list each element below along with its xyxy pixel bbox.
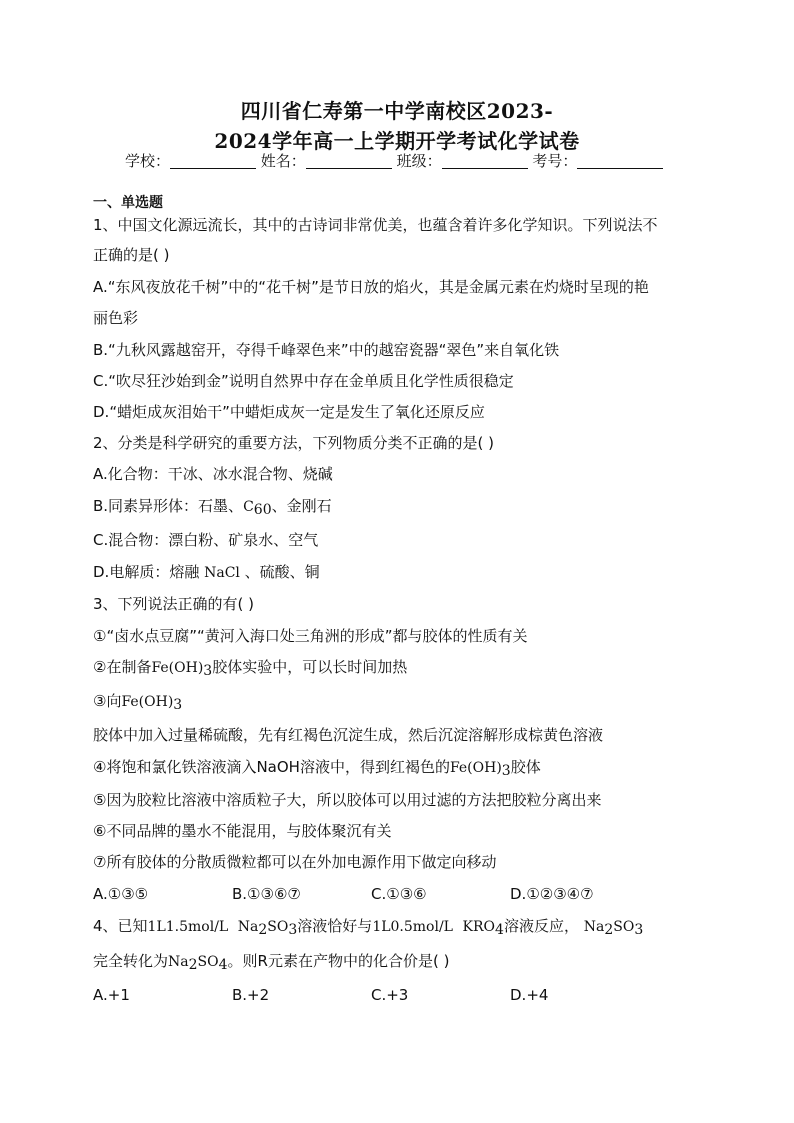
student-info-row <box>125 150 663 171</box>
q4-option-d: D.+4 <box>510 986 549 1004</box>
class-blank <box>442 152 528 169</box>
class-label: 班级： <box>396 152 442 170</box>
q4-l1-b: 1L1.5mol/L <box>147 919 229 935</box>
q1-option-a-line1: A.“东风夜放花千树”中的“花千树”是节日放的焰火，其是金属元素在灼烧时呈现的艳 <box>93 278 649 296</box>
q3-statement-2 <box>93 657 407 678</box>
name-blank <box>306 152 392 169</box>
q3-option-d: D.①②③④⑦ <box>510 885 594 903</box>
q2-option-d-text: D.电解质：熔融 <box>93 563 205 581</box>
q4-l1-f: 1L0.5mol/L <box>372 919 453 935</box>
school-label: 学校： <box>125 152 171 170</box>
q2-option-a: A.化合物：干冰、冰水混合物、烧碱 <box>93 465 333 483</box>
exam-title-line1: 四川省仁寿第一中学南校区2023- <box>240 99 554 123</box>
q4-l1-c-sub: 2 <box>258 922 268 938</box>
q3-s2-subscript: 3 <box>203 663 213 679</box>
q3-option-b: B.①③⑥⑦ <box>232 885 301 903</box>
q3-s4-subscript: 3 <box>501 763 511 779</box>
q4-l1-c: Na <box>237 919 259 935</box>
q4-l1-e: 溶液恰好与 <box>297 917 373 935</box>
section-title: 一、单选题 <box>93 195 163 211</box>
q4-l2-b: Na <box>168 954 189 970</box>
q4-l1-g-sub: 4 <box>495 922 504 938</box>
q4-l1-g: KRO <box>462 919 496 935</box>
q1-option-d: D.“蜡炬成灰泪始干”中蜡炬成灰一定是发生了氧化还原反应 <box>93 403 485 421</box>
q4-l2-c-sub: 4 <box>218 957 228 973</box>
q2-option-b-formula: C <box>243 499 254 515</box>
q4-l2-d: 。则R元素在产物中的化合价是( ) <box>227 952 450 970</box>
id-label: 考号： <box>532 152 578 170</box>
q3-stem: 3、下列说法正确的有( ) <box>93 595 255 613</box>
q4-l1-j-sub: 3 <box>634 922 644 938</box>
q2-option-b-subscript: 60 <box>253 502 272 518</box>
q3-option-c: C.①③⑥ <box>371 885 427 903</box>
q4-l1-d: SO <box>267 919 289 935</box>
name-label: 姓名： <box>260 152 306 170</box>
q3-s2-tail: 胶体实验中，可以长时间加热 <box>212 658 408 676</box>
q1-option-c: C.“吹尽狂沙始到金”说明自然界中存在金单质且化学性质很稳定 <box>93 372 514 390</box>
q1-stem-line2: 正确的是( ) <box>93 246 170 264</box>
q4-l1-d-sub: 3 <box>288 922 298 938</box>
q2-option-d-formula: NaCl <box>204 565 240 581</box>
q3-option-a: A.①③⑤ <box>93 885 149 903</box>
q2-stem: 2、分类是科学研究的重要方法，下列物质分类不正确的是( ) <box>93 434 495 452</box>
q2-option-b <box>93 496 332 517</box>
q4-l2-b-sub: 2 <box>188 957 198 973</box>
q4-stem-line2 <box>93 951 449 972</box>
q2-option-b-text: B.同素异形体：石墨、 <box>93 497 244 515</box>
q4-l1-i: Na <box>583 919 605 935</box>
q4-l1-h: 溶液反应， <box>503 917 579 935</box>
q3-statement-3 <box>93 691 182 712</box>
q1-option-b: B.“九秋风露越窑开，夺得千峰翠色来”中的越窑瓷器“翠色”来自氧化铁 <box>93 341 560 359</box>
q3-statement-6: ⑥不同品牌的墨水不能混用，与胶体聚沉有关 <box>93 822 392 840</box>
q3-statement-7: ⑦所有胶体的分散质微粒都可以在外加电源作用下做定向移动 <box>93 853 497 871</box>
q3-s4-text: ④将饱和氯化铁溶液滴入NaOH溶液中，得到红褐色的 <box>93 758 450 776</box>
q2-option-d <box>93 562 320 583</box>
exam-title-line2: 2024学年高一上学期开学考试化学试卷 <box>214 129 580 153</box>
q3-s3-formula: Fe(OH) <box>121 694 174 710</box>
q3-statement-4 <box>93 757 541 778</box>
q4-stem-line1 <box>93 916 643 937</box>
q4-option-a: A.+1 <box>93 986 130 1004</box>
q3-s3-subscript: 3 <box>173 697 183 713</box>
q3-statement-3-line2: 胶体中加入过量稀硫酸，先有红褐色沉淀生成，然后沉淀溶解形成棕黄色溶液 <box>93 726 604 744</box>
q3-s2-formula: Fe(OH) <box>151 660 204 676</box>
q3-s4-formula: Fe(OH) <box>449 760 502 776</box>
q2-option-d-tail: 、硫酸、铜 <box>239 563 320 581</box>
q4-option-c: C.+3 <box>371 986 409 1004</box>
q2-option-b-tail: 、金刚石 <box>271 497 332 515</box>
q4-l1-a: 4、已知 <box>93 917 148 935</box>
q4-l1-i-sub: 2 <box>604 922 614 938</box>
q1-stem-line1: 1、中国文化源远流长，其中的古诗词非常优美，也蕴含着许多化学知识。下列说法不 <box>93 216 658 234</box>
q3-statement-1: ①“卤水点豆腐”“黄河入海口处三角洲的形成”都与胶体的性质有关 <box>93 627 528 645</box>
id-blank <box>577 152 663 169</box>
q3-s2-text: ②在制备 <box>93 658 152 676</box>
q4-l2-a: 完全转化为 <box>93 952 169 970</box>
q2-option-c: C.混合物：漂白粉、矿泉水、空气 <box>93 531 319 549</box>
q3-statement-5: ⑤因为胶粒比溶液中溶质粒子大，所以胶体可以用过滤的方法把胶粒分离出来 <box>93 791 602 809</box>
school-blank <box>170 152 256 169</box>
q4-l2-c: SO <box>197 954 219 970</box>
q3-s3-text: ③向 <box>93 692 122 710</box>
q1-option-a-line2: 丽色彩 <box>93 309 139 327</box>
q4-option-b: B.+2 <box>232 986 270 1004</box>
q3-s4-tail: 胶体 <box>510 758 541 776</box>
q4-l1-j: SO <box>613 919 635 935</box>
